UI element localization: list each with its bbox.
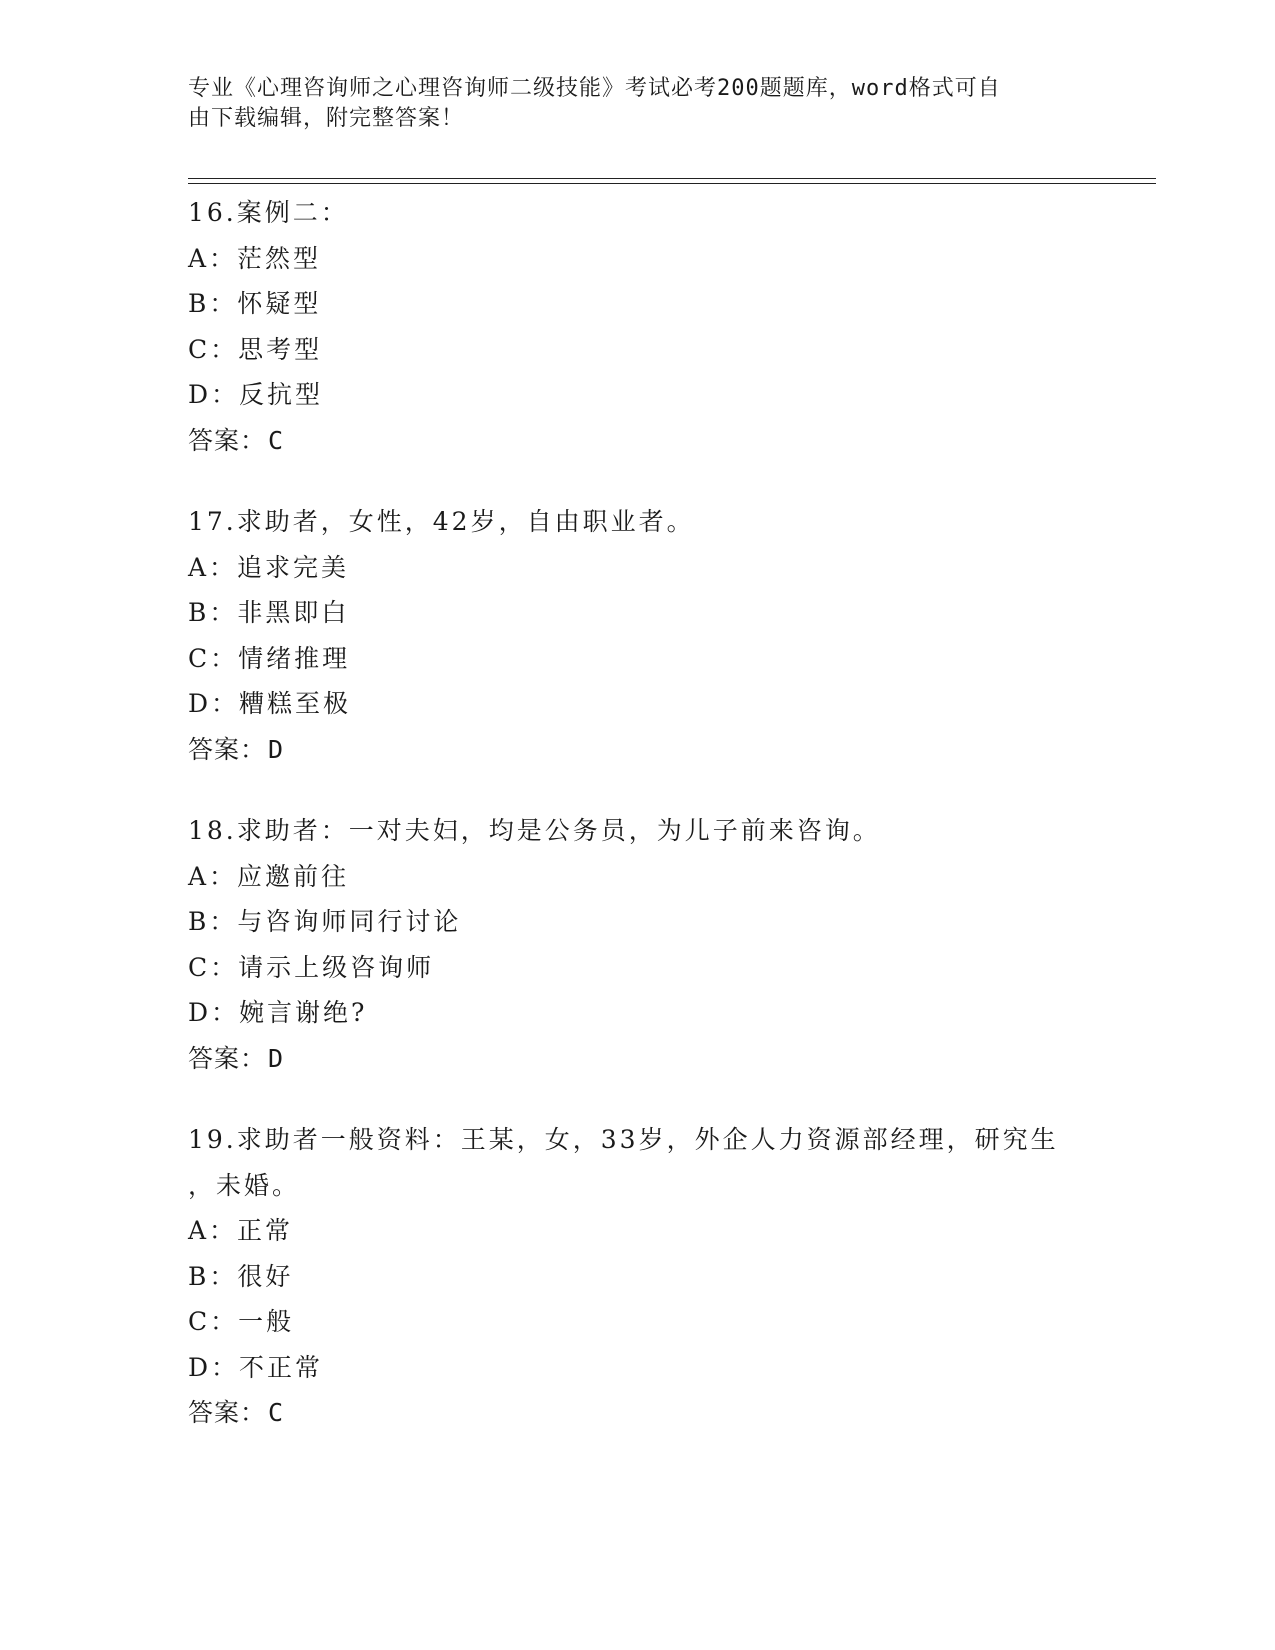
question-19 xyxy=(188,1117,1108,1436)
answer-value: D xyxy=(268,734,285,764)
option-b: B：怀疑型 xyxy=(188,289,322,318)
answer-line xyxy=(188,727,1108,773)
option-a: A：应邀前往 xyxy=(188,861,350,891)
option-d: D：不正常 xyxy=(188,1352,324,1382)
answer-line xyxy=(188,418,1108,464)
option-d: D：婉言谢绝? xyxy=(188,998,368,1027)
answer-label: 答案： xyxy=(188,734,267,764)
option-a: A：追求完美 xyxy=(188,552,350,582)
option-b: B：与咨询师同行讨论 xyxy=(188,907,462,936)
question-18 xyxy=(188,808,1108,1081)
answer-label: 答案： xyxy=(188,425,267,455)
option-b: B：很好 xyxy=(188,1261,294,1291)
question-16 xyxy=(188,190,1108,463)
question-stem: 19.求助者一般资料：王某，女，33岁，外企人力资源部经理，研究生 xyxy=(188,1125,1059,1154)
option-b: B：非黑即白 xyxy=(188,598,350,627)
answer-value: C xyxy=(268,425,285,455)
option-a: A：茫然型 xyxy=(188,243,322,273)
header-double-rule xyxy=(188,178,1156,184)
header-line-2: 由下载编辑，附完整答案！ xyxy=(188,106,465,131)
question-stem: 18.求助者：一对夫妇，均是公务员，为儿子前来咨询。 xyxy=(188,816,881,845)
option-c: C：思考型 xyxy=(188,334,323,364)
header-line-1: 专业《心理咨询师之心理咨询师二级技能》考试必考200题题库，word格式可自 xyxy=(188,76,1001,101)
document-header xyxy=(188,74,1068,134)
option-c: C：一般 xyxy=(188,1307,295,1336)
question-stem-continued: ，未婚。 xyxy=(188,1170,301,1200)
option-c: C：请示上级咨询师 xyxy=(188,952,435,982)
option-d: D：糟糕至极 xyxy=(188,689,352,718)
answer-value: D xyxy=(268,1043,285,1073)
answer-label: 答案： xyxy=(188,1398,267,1427)
option-d: D：反抗型 xyxy=(188,380,324,409)
answer-line xyxy=(188,1390,1108,1436)
question-stem: 17.求助者，女性，42岁，自由职业者。 xyxy=(188,507,695,536)
answer-value: C xyxy=(268,1398,285,1427)
answer-line xyxy=(188,1036,1108,1082)
question-list xyxy=(188,190,1108,1472)
question-stem: 16.案例二： xyxy=(188,198,349,227)
question-17 xyxy=(188,499,1108,772)
option-a: A：正常 xyxy=(188,1216,294,1245)
answer-label: 答案： xyxy=(188,1043,267,1073)
option-c: C：情绪推理 xyxy=(188,643,351,673)
